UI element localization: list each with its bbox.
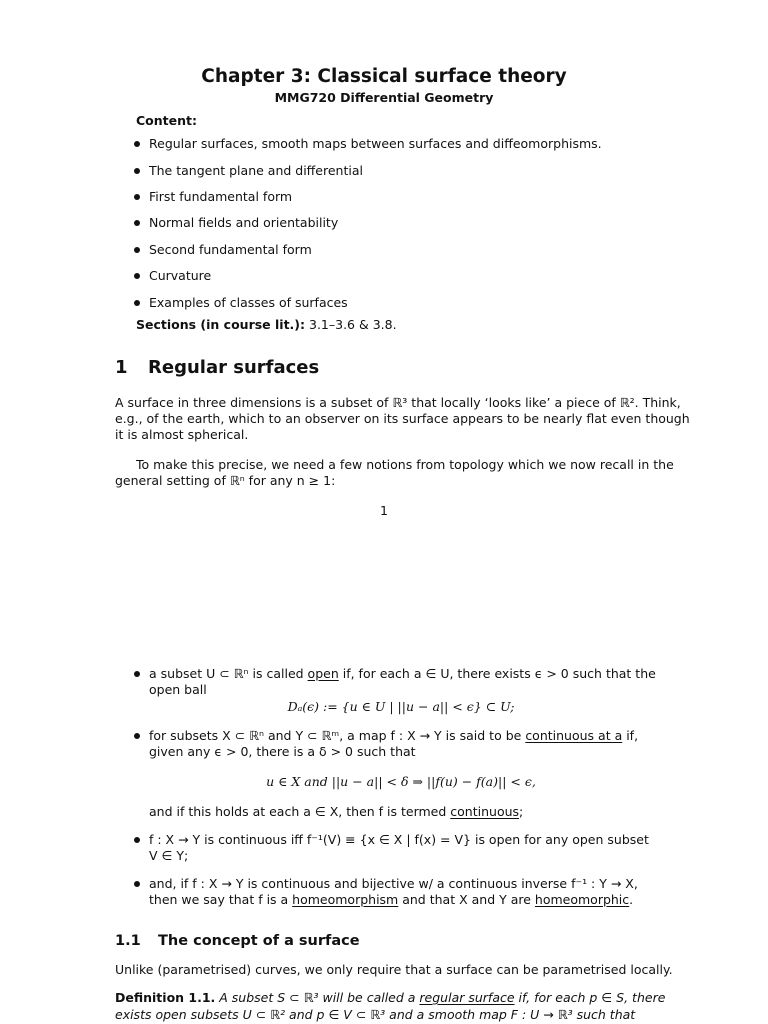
bullet-icon xyxy=(134,733,140,739)
term-continuous-at: continuous at a xyxy=(525,728,623,743)
subsection-number: 1.1 xyxy=(115,933,141,949)
bullet-icon xyxy=(134,168,140,174)
definition-1-1-line-1: Definition 1.1. A subset S ⊂ ℝ³ will be called a regular surface if, for each p ∈ S, there xyxy=(115,990,666,1005)
homeomorphism-line-2: then we say that f is a homeomorphism and that X and Y are homeomorphic. xyxy=(149,892,634,907)
definition-open-line-2: open ball xyxy=(149,682,207,697)
section-number: 1 xyxy=(115,357,128,378)
term-homeomorphism: homeomorphism xyxy=(292,892,399,907)
content-item: The tangent plane and differential xyxy=(149,163,363,178)
continuity-criterion-line-1: f : X → Y is continuous iff f⁻¹(V) ≡ {x ∈ X | f(x) = V} is open for any open subset xyxy=(149,832,649,847)
sections-line xyxy=(136,317,397,333)
bullet-icon xyxy=(134,141,140,147)
term-continuous: continuous xyxy=(450,804,520,819)
content-item: Regular surfaces, smooth maps between surfaces and diffeomorphisms. xyxy=(149,136,602,151)
bullet-icon xyxy=(134,881,140,887)
content-item: Second fundamental form xyxy=(149,242,312,257)
term-homeomorphic: homeomorphic xyxy=(534,892,630,907)
paragraph-topology-1: To make this precise, we need a few notions from topology which we now recall in the xyxy=(136,457,674,472)
continuity-criterion-line-2: V ∈ Y; xyxy=(149,848,189,863)
content-item: First fundamental form xyxy=(149,189,293,204)
content-label: Content: xyxy=(136,113,197,128)
equation-continuity: u ∈ X and ||u − a|| < δ ⇒ ||f(u) − f(a)|| < ϵ, xyxy=(266,774,536,789)
bullet-icon xyxy=(134,247,140,253)
chapter-title: Chapter 3: Classical surface theory xyxy=(201,66,567,87)
bullet-icon xyxy=(134,300,140,306)
subsection-title: The concept of a surface xyxy=(158,933,360,949)
equation-open-ball: Dₐ(ϵ) := {u ∈ U | ||u − a|| < ϵ} ⊂ U; xyxy=(287,699,515,714)
content-item: Curvature xyxy=(149,268,212,283)
paragraph-topology-2: general setting of ℝⁿ for any n ≥ 1: xyxy=(115,473,336,488)
term-open: open xyxy=(307,666,339,681)
definition-continuous-line-1: for subsets X ⊂ ℝⁿ and Y ⊂ ℝᵐ, a map f : X → Y is said to be continuous at a if, xyxy=(149,728,639,743)
bullet-icon xyxy=(134,220,140,226)
content-item: Normal fields and orientability xyxy=(149,215,339,230)
paragraph-intro-1: A surface in three dimensions is a subset of ℝ³ that locally ‘looks like’ a piece of ℝ². Think, xyxy=(115,395,681,410)
bullet-icon xyxy=(134,671,140,677)
paragraph-intro-2: e.g., of the earth, which to an observer on its surface appears to be nearly flat even though xyxy=(115,411,690,426)
term-regular-surface: regular surface xyxy=(419,990,515,1005)
definition-open-line-1: a subset U ⊂ ℝⁿ is called open if, for each a ∈ U, there exists ϵ > 0 such that the xyxy=(149,666,656,681)
bullet-icon xyxy=(134,273,140,279)
definition-continuous-line-2: given any ϵ > 0, there is a δ > 0 such that xyxy=(149,744,416,759)
content-item: Examples of classes of surfaces xyxy=(149,295,348,310)
definition-continuous-line-3: and if this holds at each a ∈ X, then f is termed continuous; xyxy=(149,804,524,819)
paragraph-intro-3: it is almost spherical. xyxy=(115,427,249,442)
sections-value: 3.1–3.6 & 3.8. xyxy=(309,317,397,332)
section-title: Regular surfaces xyxy=(148,357,320,378)
page-number: 1 xyxy=(380,503,388,518)
bullet-icon xyxy=(134,837,140,843)
homeomorphism-line-1: and, if f : X → Y is continuous and bijective w/ a continuous inverse f⁻¹ : Y → X, xyxy=(149,876,638,891)
sections-label: Sections (in course lit.): xyxy=(136,317,306,332)
paragraph-surface: Unlike (parametrised) curves, we only require that a surface can be parametrised locally. xyxy=(115,962,673,977)
bullet-icon xyxy=(134,194,140,200)
definition-1-1-line-2: exists open subsets U ⊂ ℝ² and p ∈ V ⊂ ℝ³ and a smooth map F : U → ℝ³ such that xyxy=(115,1007,636,1022)
course-subtitle: MMG720 Differential Geometry xyxy=(274,90,494,105)
definition-label: Definition 1.1. xyxy=(115,990,216,1005)
